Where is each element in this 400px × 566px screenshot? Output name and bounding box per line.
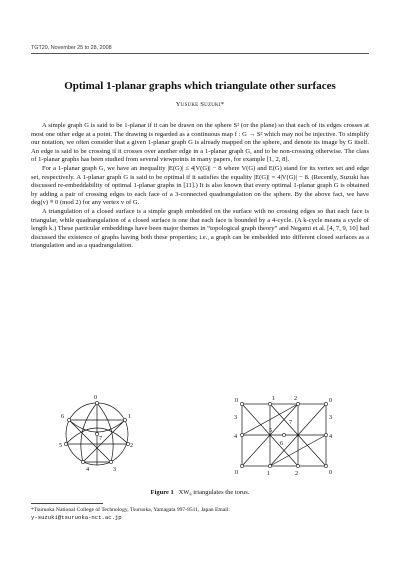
- vertex-dot: [324, 464, 327, 467]
- vertex-label: 4: [86, 466, 90, 473]
- vertex-dot: [67, 418, 70, 421]
- footnote: [31, 507, 369, 523]
- figure-1: [31, 392, 369, 478]
- vertex-label: 2: [130, 442, 134, 449]
- vertex-dot: [81, 460, 84, 463]
- vertex-dot: [95, 401, 98, 404]
- vertex-label: 7: [99, 435, 103, 442]
- vertex-label: 0: [329, 397, 333, 404]
- vertex-label: 3: [329, 414, 333, 421]
- curved-edge: [81, 403, 97, 462]
- vertex-label: 1: [272, 395, 276, 402]
- vertex-label: 0: [94, 394, 98, 401]
- vertex-dot: [324, 433, 327, 436]
- vertex-dot: [296, 464, 299, 467]
- running-header: TGT20, November 25 to 28, 2008: [31, 45, 112, 51]
- vertex-dot: [109, 460, 112, 463]
- vertex-label: 0: [329, 469, 333, 476]
- vertex-dot: [268, 402, 271, 405]
- vertex-label: 7: [289, 419, 293, 426]
- vertex-label: 0: [235, 469, 239, 476]
- footnote-email[interactable]: y-suzuki@tsuruoka-nct.ac.jp: [31, 514, 122, 522]
- vertex-dot: [282, 433, 285, 436]
- vertex-label: 4: [329, 433, 333, 440]
- vertex-label: 1: [128, 413, 132, 420]
- curved-edge: [97, 403, 113, 462]
- author-name: Yusuke Suzuki*: [175, 101, 225, 108]
- paragraph-3: A triangulation of a closed surface is a simple graph embedded on the surface with no crossing edges so that each face is triangular, while quadrangulation of a closed surface is one that each face is bounded by a 4-cycle. (A k-cycle means a cycle of length k.) These particular embeddings have been major themes in “topological graph theory” and Negami et al. [4, 7, 9, 10] had discussed the existence of graphs having both these properties; i.e., a graph can be embedded into different closed surfaces as a triangulation and as a quadrangulation.: [31, 207, 369, 250]
- vertex-label: 2: [295, 470, 299, 477]
- paragraph-1: A simple graph G is said to be 1-planar if it can be drawn on the sphere S² (or the plane) so that each of its edges crosses at most one other edge at a point. The drawing is regarded as a continuous map f : G → S² which may not be injective. To simplify our notation, we often consider that a given 1-planar graph G is already mapped on the sphere, and denote its image by G itself. An edge is said to be crossing if it crosses over another edge in a 1-planar graph G, and to be non-crossing otherwise. The class of 1-planar graphs has been studied from several viewpoints in many papers, for example [1, 2, 8].: [31, 122, 369, 164]
- vertex-label: 4: [234, 433, 238, 440]
- vertex-label: 0: [235, 397, 239, 404]
- footnote-rule: [31, 503, 103, 504]
- vertex-dot: [240, 464, 243, 467]
- vertex-dot: [240, 433, 243, 436]
- vertex-label: 6: [280, 440, 284, 447]
- vertex-label: 1: [267, 470, 271, 477]
- vertex-dot: [324, 402, 327, 405]
- footnote-affiliation: *Tsuruoka National College of Technology, Tsuruoka, Yamagata 997-8511, Japan Email:: [31, 507, 230, 513]
- vertex-label: 5: [59, 442, 63, 449]
- vertex-label: 3: [113, 466, 117, 473]
- header-rule: [31, 53, 369, 54]
- paragraph-2: For a 1-planar graph G, we have an inequality |E(G)| ≤ 4|V(G)| − 8 where V(G) and E(G) stand for its vertex set and edge set, respectively. A 1-planar graph G is said to be optimal if it satisfies the equality |E(G)| = 4|V(G)| − 8. (Recently, Suzuki has discussed re-embeddability of optimal 1-planar graphs in [11].) It is also known that every optimal 1-planar graph G is obtained by adding a pair of crossing edges to each face of a 3-connected quadrangulation on the sphere. By the above fact, we have deg(v) ≡ 0 (mod 2) for any vertex v of G.: [31, 164, 369, 207]
- body-text: [31, 122, 369, 251]
- vertex-dot: [123, 418, 126, 421]
- vertex-label: 2: [294, 395, 298, 402]
- vertex-label: 3: [234, 414, 238, 421]
- caption-label: Figure 1: [150, 489, 174, 496]
- vertex-label: 6: [61, 413, 65, 420]
- vertex-dot: [268, 464, 271, 467]
- vertex-label: 5: [269, 427, 273, 434]
- figure-caption: [0, 489, 400, 496]
- vertex-dot: [64, 442, 67, 445]
- vertex-dot: [296, 402, 299, 405]
- vertex-dot: [240, 402, 243, 405]
- caption-text: XW₈ triangulates the torus.: [178, 489, 250, 496]
- paper-title: Optimal 1-planar graphs which triangulate other surfaces: [64, 80, 336, 92]
